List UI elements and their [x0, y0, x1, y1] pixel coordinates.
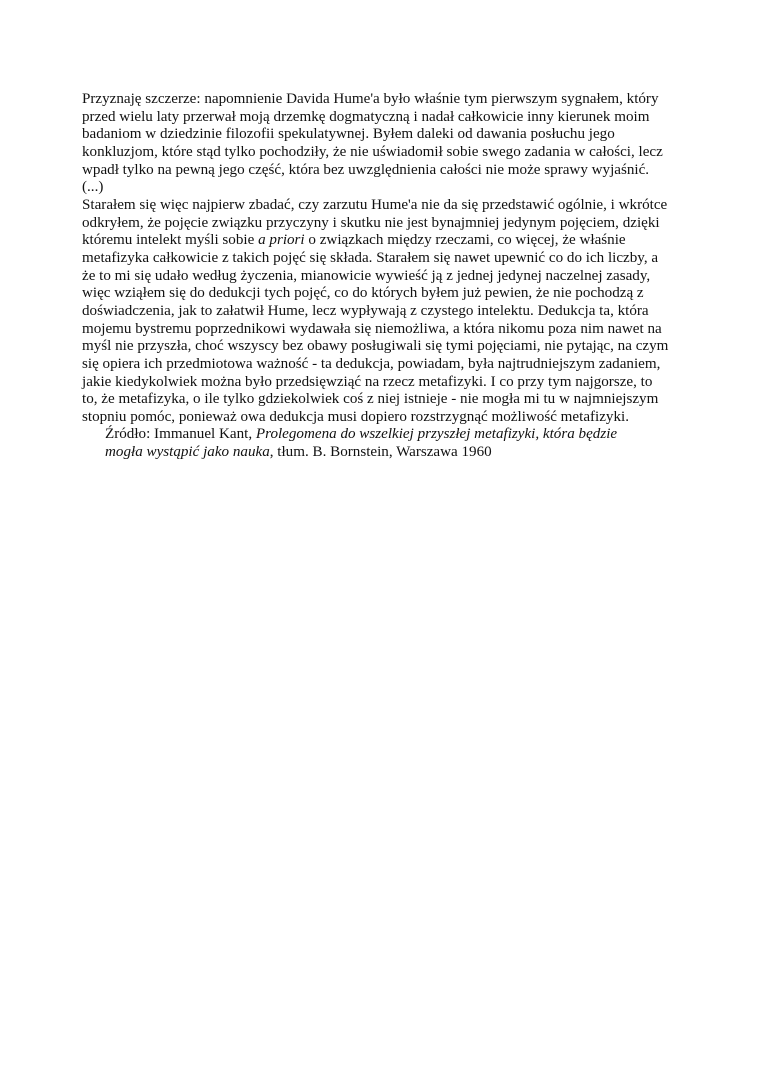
- text-line: badaniom w dziedzinie filozofii spekulatywnej. Byłem daleki od dawania posłuchu jego: [82, 126, 615, 143]
- text-line: [82, 232, 682, 250]
- text-line: że to mi się udało według życzenia, mianowicie wywieść ją z jednej jedynej naczelnej zasady,: [82, 267, 651, 284]
- citation-prefix: Źródło: Immanuel Kant,: [105, 426, 256, 443]
- paragraph-1: [82, 91, 682, 197]
- text-segment: o związkach między rzeczami, co więcej, że właśnie: [304, 232, 626, 249]
- text-line: się opiera ich przedmiotowa ważność - ta dedukcja, powiadam, była najtrudniejszym zadaniem,: [82, 355, 661, 372]
- citation-line: [105, 444, 682, 462]
- text-line: Starałem się więc najpierw zbadać, czy zarzutu Hume'a nie da się przedstawić ogólnie, i wkrótce: [82, 196, 668, 213]
- text-line: przed wielu laty przerwał moją drzemkę dogmatyczną i nadał całkowicie inny kierunek moim: [82, 108, 650, 125]
- text-line: stopniu pomóc, ponieważ owa dedukcja musi dopiero rozstrzygnąć możliwość metafizyki.: [82, 408, 629, 425]
- text-line: więc wziąłem się do dedukcji tych pojęć, co do których byłem już pewien, że nie pochodzą z: [82, 285, 644, 302]
- text-line: odkryłem, że pojęcie związku przyczyny i skutku nie jest bynajmniej jedynym pojęciem, dzięki: [82, 214, 660, 231]
- text-line: mojemu bystremu poprzednikowi wydawała się niemożliwa, a która nikomu poza nim nawet na: [82, 320, 662, 337]
- source-citation: [82, 426, 682, 461]
- paragraph-2: [82, 197, 682, 427]
- citation-title: mogła wystąpić jako nauka: [105, 444, 270, 461]
- text-line: Przyznaję szczerze: napomnienie Davida Hume'a było właśnie tym pierwszym sygnałem, który: [82, 91, 659, 107]
- citation-title: Prolegomena do wszelkiej przyszłej metafizyki, która będzie: [255, 426, 618, 443]
- citation-line: [105, 426, 682, 444]
- text-line: jakie kiedykolwiek można było przedsięwziąć na rzecz metafizyki. I co przy tym najgorsze, to: [82, 373, 653, 390]
- text-line: myśl nie przyszła, choć wszyscy bez obawy posługiwali się tymi pojęciami, nie pytając, na czym: [82, 338, 669, 355]
- text-line: to, że metafizyka, o ile tylko gdziekolwiek coś z niej istnieje - nie mogła mi tu w najmniejszym: [82, 391, 659, 408]
- text-line: wpadł tylko na pewną jego część, która bez uwzględnienia całości nie może sprawy wyjaśnić.: [82, 161, 650, 178]
- italic-term: a priori: [258, 232, 305, 249]
- document-body: [82, 91, 682, 462]
- text-segment: któremu intelekt myśli sobie: [82, 232, 259, 249]
- text-line: konkluzjom, które stąd tylko pochodziły, że nie uświadomił sobie swego zadania w całości, lecz: [82, 143, 663, 160]
- text-line: metafizyka całkowicie z takich pojęć się składa. Starałem się nawet upewnić co do ich liczby, a: [82, 249, 659, 266]
- ellipsis: (...): [82, 179, 104, 196]
- text-line: doświadczenia, jak to załatwił Hume, lecz wypływają z czystego intelektu. Dedukcja ta, która: [82, 302, 649, 319]
- citation-suffix: , tłum. B. Bornstein, Warszawa 1960: [269, 444, 492, 461]
